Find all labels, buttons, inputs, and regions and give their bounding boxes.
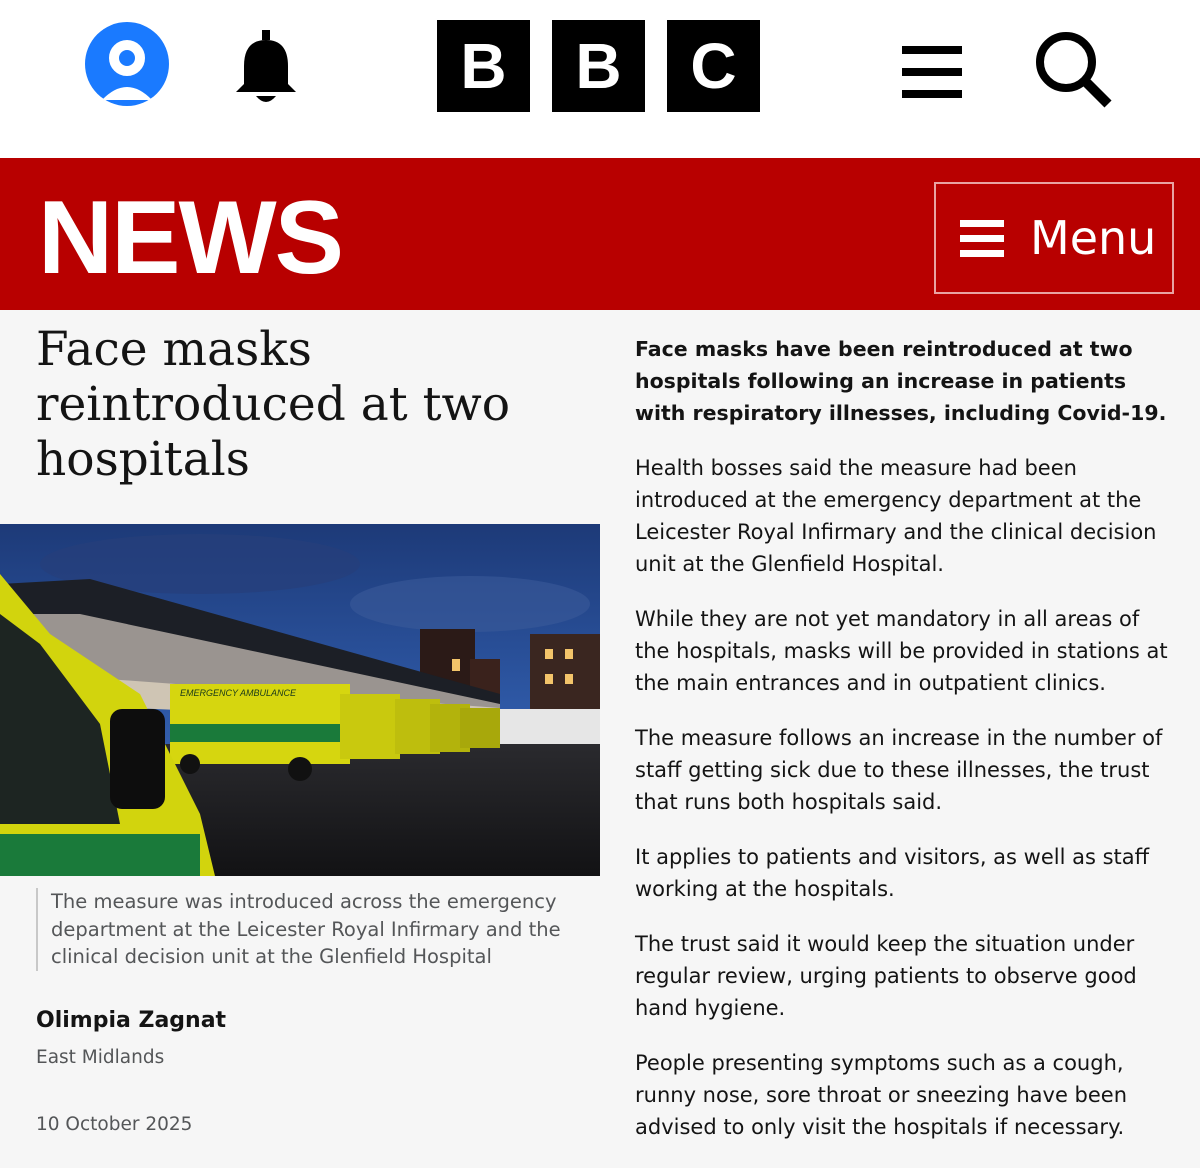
- article-lead-paragraph: Face masks have been reintroduced at two hospitals following an increase in patients with respiratory illnesses, including Covid-19.: [635, 337, 1167, 425]
- article-paragraph: It applies to patients and visitors, as well as staff working at the hospitals.: [635, 845, 1150, 901]
- search-icon[interactable]: [1034, 30, 1114, 108]
- article-paragraph: While they are not yet mandatory in all areas of the hospitals, masks will be provided in stations at the main entrances and in outpatient clinics.: [635, 607, 1168, 695]
- page-title: Face masks reintroduced at two hospitals: [36, 322, 511, 487]
- article-paragraph: The measure follows an increase in the number of staff getting sick due to these illnesses, the trust that runs both hospitals said.: [635, 726, 1163, 814]
- article-paragraph: People presenting symptoms such as a cough, runny nose, sore throat or sneezing have been advised to only visit the hospitals if necessary.: [635, 1051, 1128, 1139]
- bbc-logo-letter: B: [552, 20, 645, 112]
- menu-icon[interactable]: [902, 44, 964, 100]
- author-name[interactable]: Olimpia Zagnat: [36, 1008, 227, 1033]
- menu-button[interactable]: [934, 182, 1174, 294]
- bbc-logo[interactable]: [437, 20, 767, 112]
- article-paragraph: The trust said it would keep the situation under regular review, urging patients to observe good hand hygiene.: [635, 932, 1137, 1020]
- bbc-logo-letter: B: [437, 20, 530, 112]
- menu-button-label: Menu: [1030, 211, 1157, 265]
- article-body: [635, 333, 1175, 1166]
- news-section-bar: [0, 158, 1200, 310]
- image-caption: The measure was introduced across the emergency department at the Leicester Royal Infirmary and the clinical decision unit at the Glenfield Hospital: [36, 888, 601, 971]
- hamburger-icon: [960, 218, 1006, 258]
- bbc-logo-letter: C: [667, 20, 760, 112]
- news-wordmark[interactable]: NEWS: [38, 180, 342, 296]
- ambulance-side-text: EMERGENCY AMBULANCE: [180, 688, 297, 698]
- article-paragraph: Health bosses said the measure had been introduced at the emergency department at the Leicester Royal Infirmary and the clinical decision unit at the Glenfield Hospital.: [635, 456, 1157, 576]
- publish-date: 10 October 2025: [36, 1114, 193, 1135]
- account-icon[interactable]: [82, 22, 172, 106]
- bell-icon[interactable]: [228, 28, 304, 108]
- top-navigation-bar: [0, 0, 1200, 158]
- author-region: East Midlands: [36, 1047, 165, 1068]
